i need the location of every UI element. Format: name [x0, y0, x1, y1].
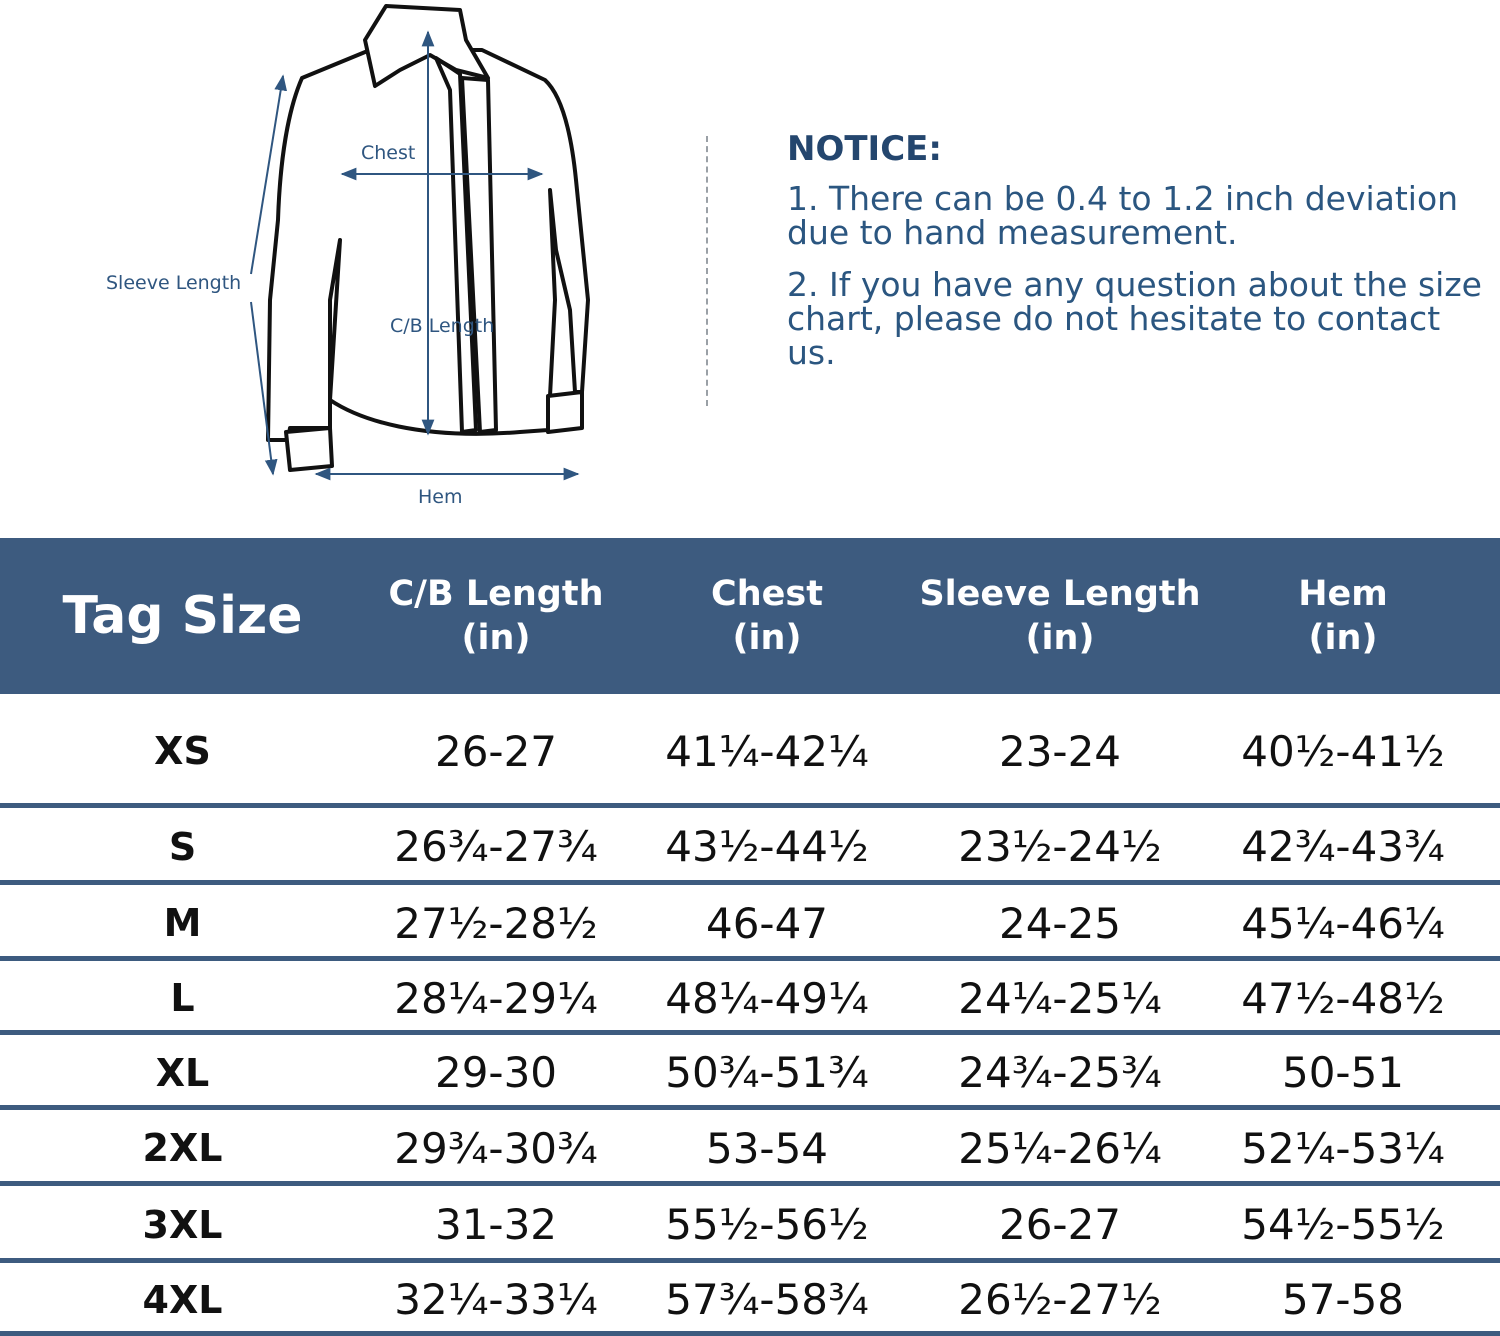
hem-label: Hem — [418, 486, 463, 508]
header-label: Hem — [1298, 574, 1388, 614]
chest-cell: 43½-44½ — [665, 822, 869, 871]
cb-length-cell: 27½-28½ — [394, 898, 598, 948]
size-table — [0, 538, 1500, 1324]
sleeve-length-cell: 24¾-25¾ — [958, 1048, 1162, 1097]
header-unit: (in) — [461, 618, 531, 658]
tag-size-cell: 4XL — [142, 1277, 223, 1322]
notice-title: NOTICE: — [787, 129, 942, 169]
chest-cell: 48¼-49¼ — [665, 973, 869, 1023]
divider — [706, 136, 708, 406]
tag-size-cell: S — [168, 824, 197, 869]
table-row — [0, 1186, 1500, 1263]
header-unit: (in) — [732, 618, 802, 658]
chest-cell: 50¾-51¾ — [665, 1048, 869, 1097]
table-header — [0, 538, 1500, 694]
cb-length-cell: 26¾-27¾ — [394, 822, 598, 871]
chest-cell: 57¾-58¾ — [665, 1275, 869, 1324]
header-label: Sleeve Length — [919, 574, 1201, 614]
table-row — [0, 885, 1500, 961]
cb-length-cell: 31-32 — [434, 1200, 558, 1249]
header-chest — [627, 538, 907, 694]
header-hem — [1213, 538, 1473, 694]
tag-size-cell: XL — [155, 1050, 210, 1095]
sleeve-length-cell: 26-27 — [998, 1200, 1122, 1249]
header-label: Chest — [711, 574, 823, 614]
header-tag-size: Tag Size — [62, 586, 303, 646]
hem-cell: 50-51 — [1281, 1048, 1405, 1097]
hem-cell: 47½-48½ — [1241, 973, 1445, 1023]
cb-length-cell: 28¼-29¼ — [394, 973, 598, 1023]
header-cb-length — [365, 538, 627, 694]
header-sleeve-length — [907, 538, 1213, 694]
header-unit: (in) — [1025, 618, 1095, 658]
chest-label: Chest — [361, 142, 416, 164]
sleeve-length-cell: 24¼-25¼ — [958, 973, 1162, 1023]
sleeve-length-cell: 25¼-26¼ — [958, 1123, 1162, 1173]
sleeve-length-cell: 26½-27½ — [958, 1275, 1162, 1324]
sleeve-length-label: Sleeve Length — [106, 272, 242, 294]
table-row — [0, 1263, 1500, 1336]
chest-cell: 53-54 — [705, 1123, 829, 1173]
cb-length-cell: 29-30 — [434, 1048, 558, 1097]
notice-item: 1. There can be 0.4 to 1.2 inch deviation due to hand measurement. — [787, 179, 1459, 252]
notice-section — [787, 128, 1487, 388]
sleeve-length-cell: 23-24 — [998, 726, 1122, 776]
chest-cell: 55½-56½ — [665, 1200, 869, 1249]
notice-item: 2. If you have any question about the size chart, please do not hesitate to contact us. — [787, 265, 1482, 372]
hem-cell: 40½-41½ — [1241, 726, 1445, 776]
cb-length-label: C/B Length — [390, 315, 495, 337]
table-row — [0, 694, 1500, 808]
shirt-diagram — [0, 0, 700, 530]
hem-cell: 42¾-43¾ — [1241, 822, 1445, 871]
tag-size-cell: 2XL — [142, 1126, 223, 1170]
header-unit: (in) — [1308, 618, 1378, 658]
table-row — [0, 961, 1500, 1035]
tag-size-cell: 3XL — [142, 1202, 223, 1247]
row-divider — [0, 1331, 1500, 1336]
tag-size-cell: M — [163, 901, 202, 945]
tag-size-cell: XS — [154, 729, 211, 773]
hem-cell: 57-58 — [1281, 1275, 1405, 1324]
table-row — [0, 808, 1500, 885]
table-row — [0, 1035, 1500, 1110]
cb-length-cell: 26-27 — [434, 726, 558, 776]
sleeve-length-cell: 24-25 — [998, 898, 1122, 948]
hem-cell: 52¼-53¼ — [1241, 1123, 1445, 1173]
chest-cell: 41¼-42¼ — [665, 726, 869, 776]
tag-size-cell: L — [170, 976, 195, 1020]
cb-length-cell: 29¾-30¾ — [394, 1123, 598, 1173]
chest-cell: 46-47 — [705, 898, 829, 948]
hem-cell: 45¼-46¼ — [1241, 898, 1445, 948]
sleeve-length-cell: 23½-24½ — [958, 822, 1162, 871]
cb-length-cell: 32¼-33¼ — [394, 1275, 598, 1324]
table-row — [0, 1110, 1500, 1186]
header-label: C/B Length — [388, 574, 604, 614]
hem-cell: 54½-55½ — [1241, 1200, 1445, 1249]
